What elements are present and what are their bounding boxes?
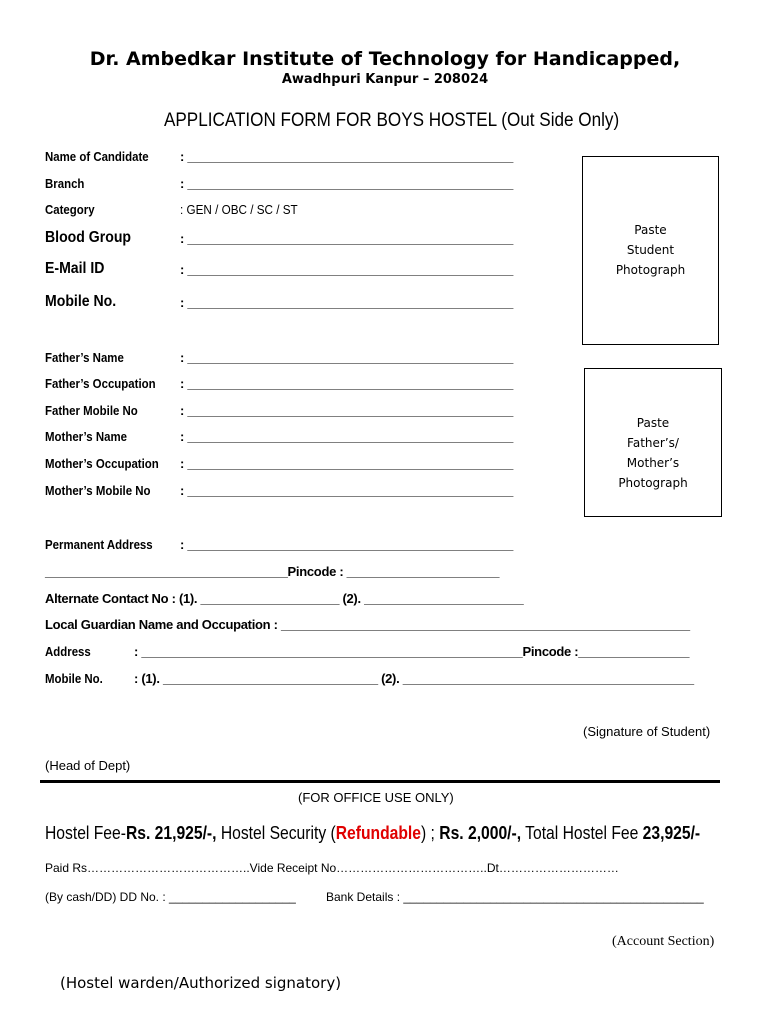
fee-separator: ) ; bbox=[420, 823, 440, 843]
account-section: (Account Section) bbox=[612, 934, 715, 949]
field-mobile[interactable]: : _______________________________________________ bbox=[180, 295, 514, 310]
field-father-mobile[interactable]: : _______________________________________________ bbox=[180, 403, 514, 418]
label-mother-name: Mother’s Name bbox=[45, 429, 128, 444]
bank-details-line[interactable]: Bank Details : _____________________________________________ bbox=[326, 890, 704, 904]
fee-label: Hostel Fee- bbox=[45, 823, 126, 843]
field-local-guardian[interactable]: Local Guardian Name and Occupation : ___________________________________________________________ bbox=[45, 617, 690, 632]
label-father-occupation: Father’s Occupation bbox=[45, 376, 156, 391]
field-permanent-address[interactable]: : _______________________________________________ bbox=[180, 537, 514, 552]
label-father-name: Father’s Name bbox=[45, 350, 124, 365]
total-amount: 23,925/- bbox=[642, 823, 701, 843]
parent-photo-box[interactable] bbox=[584, 368, 722, 517]
refundable-text: Refundable bbox=[335, 823, 421, 843]
field-email[interactable]: : _______________________________________________ bbox=[180, 262, 514, 277]
student-photo-line-3: Photograph bbox=[615, 263, 686, 277]
field-name[interactable]: : _______________________________________________ bbox=[180, 149, 514, 164]
signature-student: (Signature of Student) bbox=[583, 724, 711, 739]
label-father-mobile: Father Mobile No bbox=[45, 403, 138, 418]
parent-photo-line-2: Father’s/ bbox=[627, 436, 679, 450]
fee-line bbox=[45, 823, 700, 844]
field-mother-name[interactable]: : _______________________________________________ bbox=[180, 429, 514, 444]
label-guardian-address: Address bbox=[45, 644, 91, 659]
institute-name: Dr. Ambedkar Institute of Technology for Handicapped, bbox=[89, 48, 681, 70]
fee-amount: Rs. 21,925/-, bbox=[125, 823, 217, 843]
label-branch: Branch bbox=[45, 176, 85, 191]
label-mobile: Mobile No. bbox=[45, 293, 117, 310]
security-amount: Rs. 2,000/-, bbox=[439, 823, 522, 843]
field-address-pincode[interactable]: ___________________________________Pincode : ______________________ bbox=[45, 564, 500, 579]
field-mother-occupation[interactable]: : _______________________________________________ bbox=[180, 456, 514, 471]
label-blood-group: Blood Group bbox=[45, 229, 132, 246]
label-category: Category bbox=[45, 202, 95, 217]
label-name: Name of Candidate bbox=[45, 149, 149, 164]
total-label: Total Hostel Fee bbox=[521, 823, 643, 843]
field-guardian-address[interactable]: : _______________________________________________________Pincode :________________ bbox=[134, 644, 690, 659]
field-father-name[interactable]: : _______________________________________________ bbox=[180, 350, 514, 365]
office-use-heading: (FOR OFFICE USE ONLY) bbox=[298, 790, 454, 805]
label-mother-occupation: Mother’s Occupation bbox=[45, 456, 159, 471]
office-divider bbox=[40, 780, 720, 783]
parent-photo-line-4: Photograph bbox=[618, 476, 688, 490]
head-of-dept: (Head of Dept) bbox=[45, 758, 131, 773]
security-label: Hostel Security ( bbox=[216, 823, 336, 843]
label-email: E-Mail ID bbox=[45, 260, 105, 277]
field-alternate-contact[interactable]: Alternate Contact No : (1). ____________________ (2). _______________________ bbox=[45, 591, 524, 606]
student-photo-line-1: Paste bbox=[634, 223, 667, 237]
field-mother-mobile[interactable]: : _______________________________________________ bbox=[180, 483, 514, 498]
form-title: APPLICATION FORM FOR BOYS HOSTEL (Out Side Only) bbox=[164, 110, 620, 131]
dd-line[interactable]: (By cash/DD) DD No. : ___________________ bbox=[45, 890, 296, 904]
field-category[interactable]: : GEN / OBC / SC / ST bbox=[180, 202, 298, 217]
hostel-warden-signatory: (Hostel warden/Authorized signatory) bbox=[60, 974, 342, 992]
field-blood-group[interactable]: : _______________________________________________ bbox=[180, 231, 514, 246]
label-guardian-mobile: Mobile No. bbox=[45, 671, 103, 686]
field-guardian-mobile[interactable]: : (1). _______________________________ (2). __________________________________________ bbox=[134, 671, 694, 686]
paid-line[interactable]: Paid Rs…………………………………..Vide Receipt No………………………………..Dt………………………… bbox=[45, 861, 619, 875]
field-father-occupation[interactable]: : _______________________________________________ bbox=[180, 376, 514, 391]
student-photo-box[interactable] bbox=[582, 156, 719, 345]
institute-address: Awadhpuri Kanpur – 208024 bbox=[281, 72, 489, 87]
label-permanent-address: Permanent Address bbox=[45, 537, 153, 552]
student-photo-line-2: Student bbox=[626, 243, 675, 257]
parent-photo-line-3: Mother’s bbox=[626, 456, 680, 470]
parent-photo-line-1: Paste bbox=[636, 416, 670, 430]
field-branch[interactable]: : _______________________________________________ bbox=[180, 176, 514, 191]
label-mother-mobile: Mother’s Mobile No bbox=[45, 483, 151, 498]
